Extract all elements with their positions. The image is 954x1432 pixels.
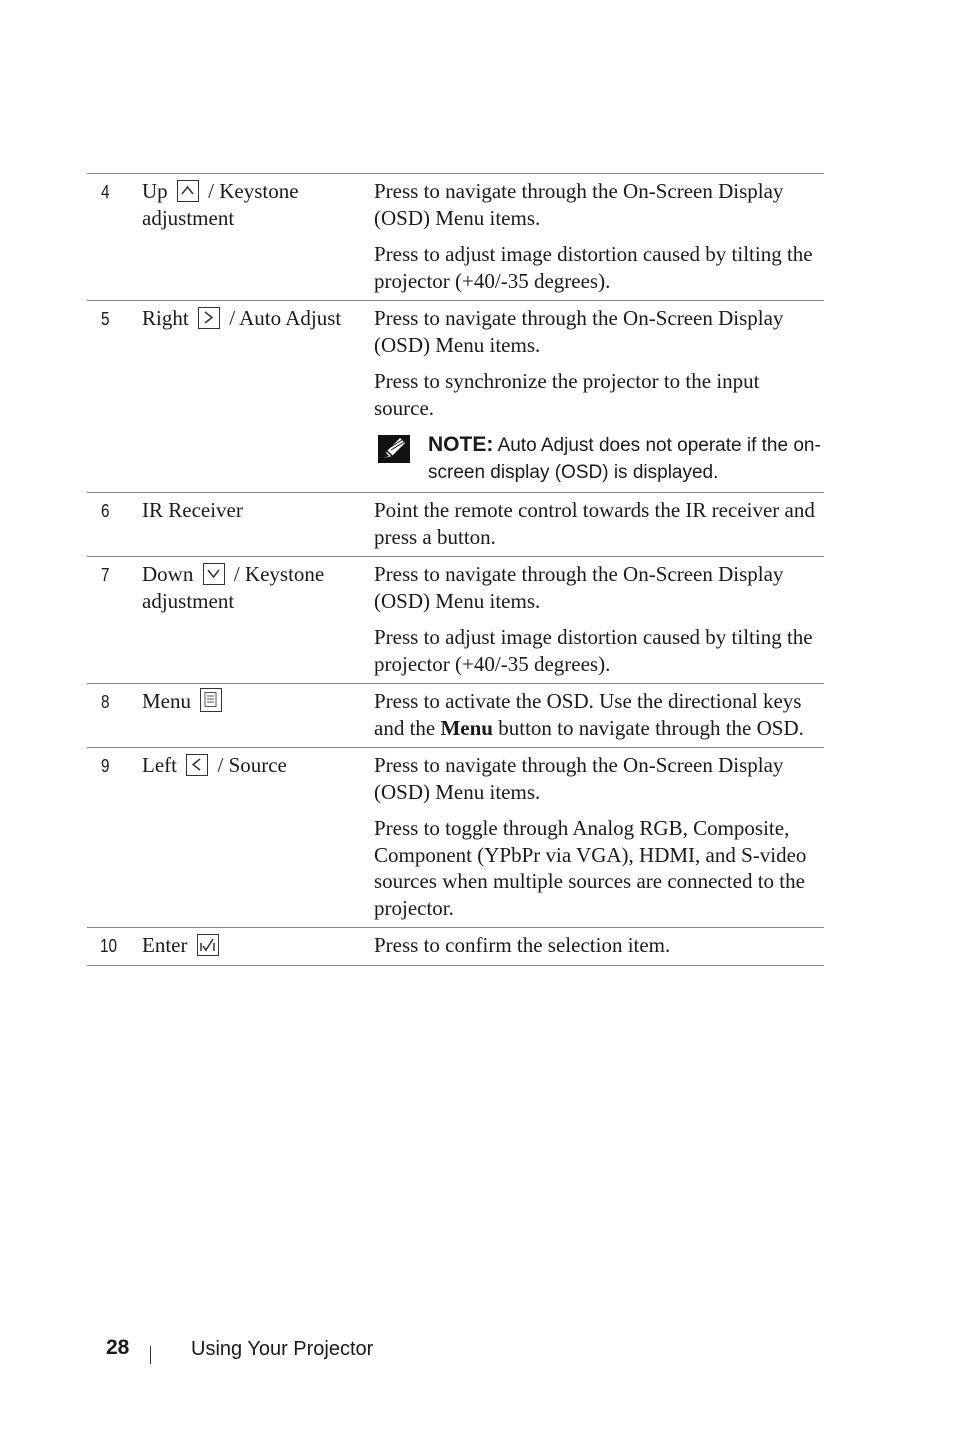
table-row [87, 748, 824, 928]
description-text: Press to activate the OSD. Use the directional keys and the [374, 689, 802, 740]
description-paragraph: Press to adjust image distortion caused by tilting the projector (+40/-35 degrees). [374, 242, 813, 293]
row-number: 10 [100, 936, 118, 956]
row-description [374, 688, 824, 741]
section-title: Using Your Projector [191, 1338, 374, 1360]
row-description [374, 497, 824, 550]
label-text: Menu [142, 689, 191, 713]
row-number: 4 [101, 182, 110, 202]
button-function-table [87, 173, 824, 966]
label-text-suffix: / Source [217, 753, 287, 777]
description-paragraph: Press to adjust image distortion caused by tilting the projector (+40/-35 degrees). [374, 625, 813, 676]
description-paragraph: Press to navigate through the On-Screen Display (OSD) Menu items. [374, 179, 784, 230]
down-arrow-icon [203, 563, 225, 585]
description-paragraph: Press to synchronize the projector to the input source. [374, 369, 760, 420]
label-text: Left [142, 753, 177, 777]
table-row [87, 174, 824, 301]
description-paragraph: Press to navigate through the On-Screen Display (OSD) Menu items. [374, 562, 784, 613]
row-label [142, 497, 367, 524]
page-number: 28 [106, 1336, 130, 1359]
row-label [142, 688, 367, 715]
row-description [374, 178, 824, 294]
table-row [87, 684, 824, 748]
row-number: 9 [101, 756, 110, 776]
row-label [142, 752, 367, 779]
label-text: Right [142, 306, 189, 330]
label-text-suffix: / Auto Adjust [229, 306, 342, 330]
note-label: NOTE: [428, 433, 494, 456]
description-text: button to navigate through the OSD. [498, 715, 804, 740]
description-paragraph: Press to navigate through the On-Screen Display (OSD) Menu items. [374, 306, 784, 357]
row-label [142, 561, 367, 614]
table-row [87, 557, 824, 684]
description-paragraph: Press to toggle through Analog RGB, Composite, Component (YPbPr via VGA), HDMI, and S-video sources when multiple sources are connected to the projector. [374, 816, 807, 920]
row-number: 6 [101, 501, 110, 521]
up-arrow-icon [177, 180, 199, 202]
label-text: Up [142, 179, 168, 203]
footer-divider [150, 1346, 151, 1364]
row-number: 5 [101, 309, 110, 329]
description-paragraph: Press to navigate through the On-Screen Display (OSD) Menu items. [374, 753, 784, 804]
enter-check-icon [197, 934, 219, 956]
row-number: 8 [101, 692, 110, 712]
label-text: IR Receiver [142, 498, 243, 522]
menu-emphasis: Menu [440, 715, 493, 740]
table-row [87, 928, 824, 966]
row-description [374, 305, 824, 486]
label-text: Enter [142, 933, 188, 957]
label-text-suffix: / Keystone adjustment [142, 562, 325, 613]
right-arrow-icon [198, 307, 220, 329]
table-row [87, 493, 824, 557]
note-text: Auto Adjust does not operate if the on-screen display (OSD) is displayed. [428, 435, 821, 483]
row-description [374, 932, 824, 959]
description-paragraph [374, 688, 824, 741]
row-label [142, 305, 367, 332]
row-label [142, 178, 367, 231]
row-label [142, 932, 367, 959]
row-description [374, 561, 824, 677]
pencil-note-icon [378, 435, 410, 471]
description-paragraph: Press to confirm the selection item. [374, 933, 671, 957]
row-number: 7 [101, 565, 110, 585]
label-text-suffix: / Keystone adjustment [142, 179, 299, 230]
row-description [374, 752, 824, 921]
menu-icon [200, 688, 222, 712]
left-arrow-icon [186, 754, 208, 776]
label-text: Down [142, 562, 194, 586]
description-paragraph: Point the remote control towards the IR receiver and press a button. [374, 498, 815, 549]
table-row [87, 301, 824, 493]
note-box [374, 431, 824, 486]
